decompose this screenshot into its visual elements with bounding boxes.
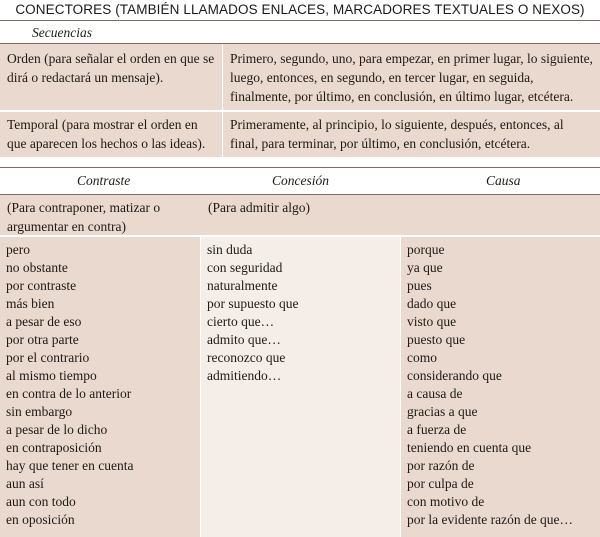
- list-item: por contraste: [6, 278, 77, 293]
- row-label: Temporal (para mostrar el orden en que aparecen los hechos o las ideas).: [7, 117, 206, 151]
- list-item: porque: [407, 242, 445, 257]
- category-header-row: [0, 168, 600, 194]
- category-header-causa: Causa: [486, 173, 521, 188]
- list-item: cierto que…: [207, 314, 275, 329]
- causa-column: [401, 237, 600, 537]
- list-item: reconozco que: [207, 350, 286, 365]
- list-item: visto que: [407, 314, 457, 329]
- list-item: con motivo de: [407, 494, 485, 509]
- purpose-contraste: (Para contraponer, matizar o argumentar en contra): [7, 200, 161, 234]
- purpose-concesion: (Para admitir algo): [208, 200, 310, 215]
- list-item: ya que: [407, 260, 443, 275]
- list-item: por supuesto que: [207, 296, 299, 311]
- category-header-contraste: Contraste: [77, 173, 131, 188]
- list-item: como: [407, 350, 437, 365]
- secuencias-row-orden: [0, 44, 600, 110]
- list-item: a pesar de eso: [6, 314, 82, 329]
- column-divider: [222, 44, 223, 110]
- list-item: por la evidente razón de que…: [407, 512, 574, 527]
- list-item: admito que…: [207, 332, 281, 347]
- list-item: dado que: [407, 296, 457, 311]
- row-label: Orden (para señalar el orden en que se dirá o redactará un mensaje).: [7, 51, 215, 85]
- secuencias-header: [0, 22, 600, 43]
- list-item: a causa de: [407, 386, 463, 401]
- list-item: gracias a que: [407, 404, 478, 419]
- list-item: por el contrario: [6, 350, 90, 365]
- list-item: considerando que: [407, 368, 502, 383]
- list-item: por otra parte: [6, 332, 79, 347]
- column-divider: [222, 112, 223, 157]
- list-item: teniendo en cuenta que: [407, 440, 532, 455]
- list-item: a pesar de lo dicho: [6, 422, 108, 437]
- list-item: en oposición: [6, 512, 75, 527]
- list-item: a fuerza de: [407, 422, 467, 437]
- list-item: pues: [407, 278, 432, 293]
- secuencias-header-label: Secuencias: [32, 25, 92, 40]
- list-item: más bien: [6, 296, 55, 311]
- row-connectors: Primero, segundo, uno, para empezar, en primer lugar, lo siguiente, luego, entonces, en segundo, en tercer lugar, en seguida, finalmente, por último, en conclusión, en último lugar, etcétera.: [230, 51, 593, 104]
- list-item: pero: [6, 242, 30, 257]
- list-item: en contra de lo anterior: [6, 386, 132, 401]
- row-connectors: Primeramente, al principio, lo siguiente, después, entonces, al final, para terminar, por último, en conclusión, etcétera.: [230, 117, 564, 151]
- list-item: no obstante: [6, 260, 68, 275]
- category-header-concesion: Concesión: [272, 173, 329, 188]
- concesion-column: [201, 237, 400, 537]
- list-item: sin duda: [207, 242, 253, 257]
- list-item: al mismo tiempo: [6, 368, 97, 383]
- list-item: aun con todo: [6, 494, 76, 509]
- category-purpose-row: [0, 195, 600, 235]
- table-title: CONECTORES (TAMBIÉN LLAMADOS ENLACES, MARCADORES TEXTUALES O NEXOS): [15, 2, 585, 17]
- list-item: en contraposición: [6, 440, 102, 455]
- contraste-list: [6, 241, 133, 529]
- list-item: por razón de: [407, 458, 475, 473]
- causa-list: [407, 241, 573, 529]
- section-gap: [0, 157, 600, 167]
- title-rule: [0, 20, 600, 21]
- list-item: naturalmente: [207, 278, 278, 293]
- secuencias-row-temporal: [0, 112, 600, 157]
- concesion-list: [207, 241, 299, 385]
- list-item: puesto que: [407, 332, 466, 347]
- list-item: admitiendo…: [207, 368, 282, 383]
- contraste-column: [0, 237, 200, 537]
- list-item: sin embargo: [6, 404, 73, 419]
- list-item: por culpa de: [407, 476, 474, 491]
- list-item: aun así: [6, 476, 44, 491]
- list-item: hay que tener en cuenta: [6, 458, 134, 473]
- list-item: con seguridad: [207, 260, 283, 275]
